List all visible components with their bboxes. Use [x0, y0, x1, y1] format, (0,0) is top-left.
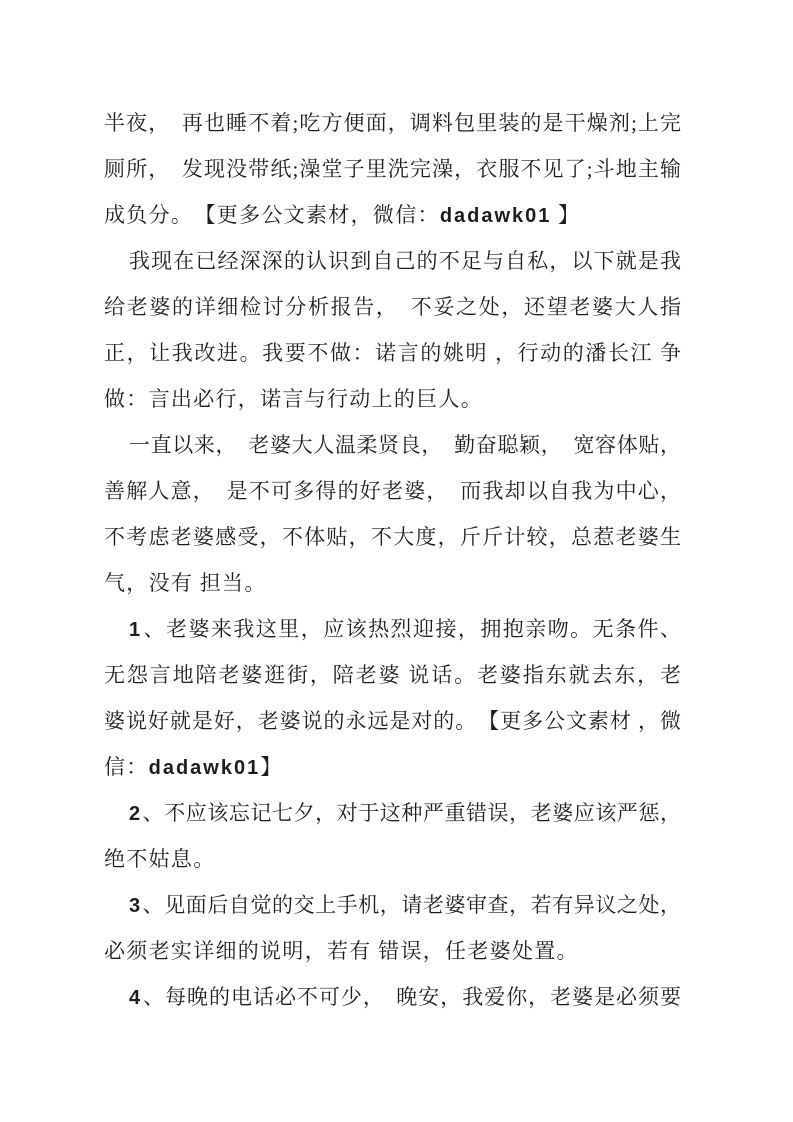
- text-line: [104, 698, 681, 744]
- text-segment: 一直以来， 老婆大人温柔贤良， 勤奋聪颖， 宽容体贴，: [129, 433, 681, 457]
- text-segment: 我现在已经深深的认识到自己的不足与自私，以下就是我: [129, 249, 681, 273]
- wechat-id: dadawk01: [439, 205, 552, 227]
- text-segment: 厕所， 发现没带纸;澡堂子里洗完澡，衣服不见了;斗地主输: [104, 157, 681, 181]
- list-number: 4: [129, 987, 143, 1009]
- text-segment: 、见面后自觉的交上手机，请老婆审查，若有异议之处，: [142, 893, 681, 917]
- text-segment: 气，没有 担当。: [104, 571, 267, 595]
- text-line: [104, 974, 681, 1020]
- text-line: [104, 100, 681, 146]
- paragraph: [104, 422, 681, 606]
- text-line: [104, 376, 681, 422]
- document-body: [104, 100, 681, 1020]
- text-line: [104, 330, 681, 376]
- paragraph: [104, 974, 681, 1020]
- text-segment: 】: [260, 755, 283, 779]
- text-line: [104, 882, 681, 928]
- text-segment: 、不应该忘记七夕，对于这种严重错误，老婆应该严惩，: [142, 801, 681, 825]
- paragraph: [104, 100, 681, 238]
- text-segment: 绝不姑息。: [104, 847, 216, 871]
- text-line: [104, 836, 681, 882]
- text-segment: 、每晚的电话必不可少， 晚安，我爱你，老婆是必须要: [142, 985, 681, 1009]
- paragraph: [104, 238, 681, 422]
- text-segment: 成负分。 【更多公文素材，微信：: [104, 203, 440, 227]
- text-line: [104, 560, 681, 606]
- text-segment: 无怨言地陪老婆逛街，陪老婆 说话。老婆指东就去东，老: [104, 663, 681, 687]
- text-line: [104, 284, 681, 330]
- text-segment: 给老婆的详细检讨分析报告， 不妥之处，还望老婆大人指: [104, 295, 681, 319]
- list-number: 1: [129, 619, 143, 641]
- text-line: [104, 238, 681, 284]
- paragraph: [104, 790, 681, 882]
- text-line: [104, 422, 681, 468]
- text-line: [104, 192, 681, 238]
- text-line: [104, 928, 681, 974]
- list-number: 2: [129, 803, 143, 825]
- text-line: [104, 514, 681, 560]
- text-segment: 必须老实详细的说明，若有 错误，任老婆处置。: [104, 939, 579, 963]
- text-line: [104, 790, 681, 836]
- text-segment: 不考虑老婆感受，不体贴，不大度，斤斤计较，总惹老婆生: [104, 525, 681, 549]
- list-number: 3: [129, 895, 143, 917]
- text-segment: 信：: [104, 755, 149, 779]
- wechat-id: dadawk01: [148, 757, 261, 779]
- text-segment: 正，让我改进。我要不做：诺言的姚明 ，行动的潘长江 争: [104, 341, 681, 365]
- paragraph: [104, 882, 681, 974]
- paragraph: [104, 606, 681, 790]
- text-line: [104, 146, 681, 192]
- text-line: [104, 744, 681, 790]
- text-line: [104, 606, 681, 652]
- text-segment: 婆说好就是好，老婆说的永远是对的。 【更多公文素材 ，微: [104, 709, 681, 733]
- text-segment: 半夜， 再也睡不着;吃方便面，调料包里装的是干燥剂;上完: [104, 111, 681, 135]
- text-segment: 、老婆来我这里，应该热烈迎接，拥抱亲吻。无条件、: [142, 617, 681, 641]
- text-line: [104, 652, 681, 698]
- text-segment: 】: [551, 203, 581, 227]
- text-segment: 做：言出必行，诺言与行动上的巨人。: [104, 387, 484, 411]
- text-segment: 善解人意， 是不可多得的好老婆， 而我却以自我为中心，: [104, 479, 681, 503]
- text-line: [104, 468, 681, 514]
